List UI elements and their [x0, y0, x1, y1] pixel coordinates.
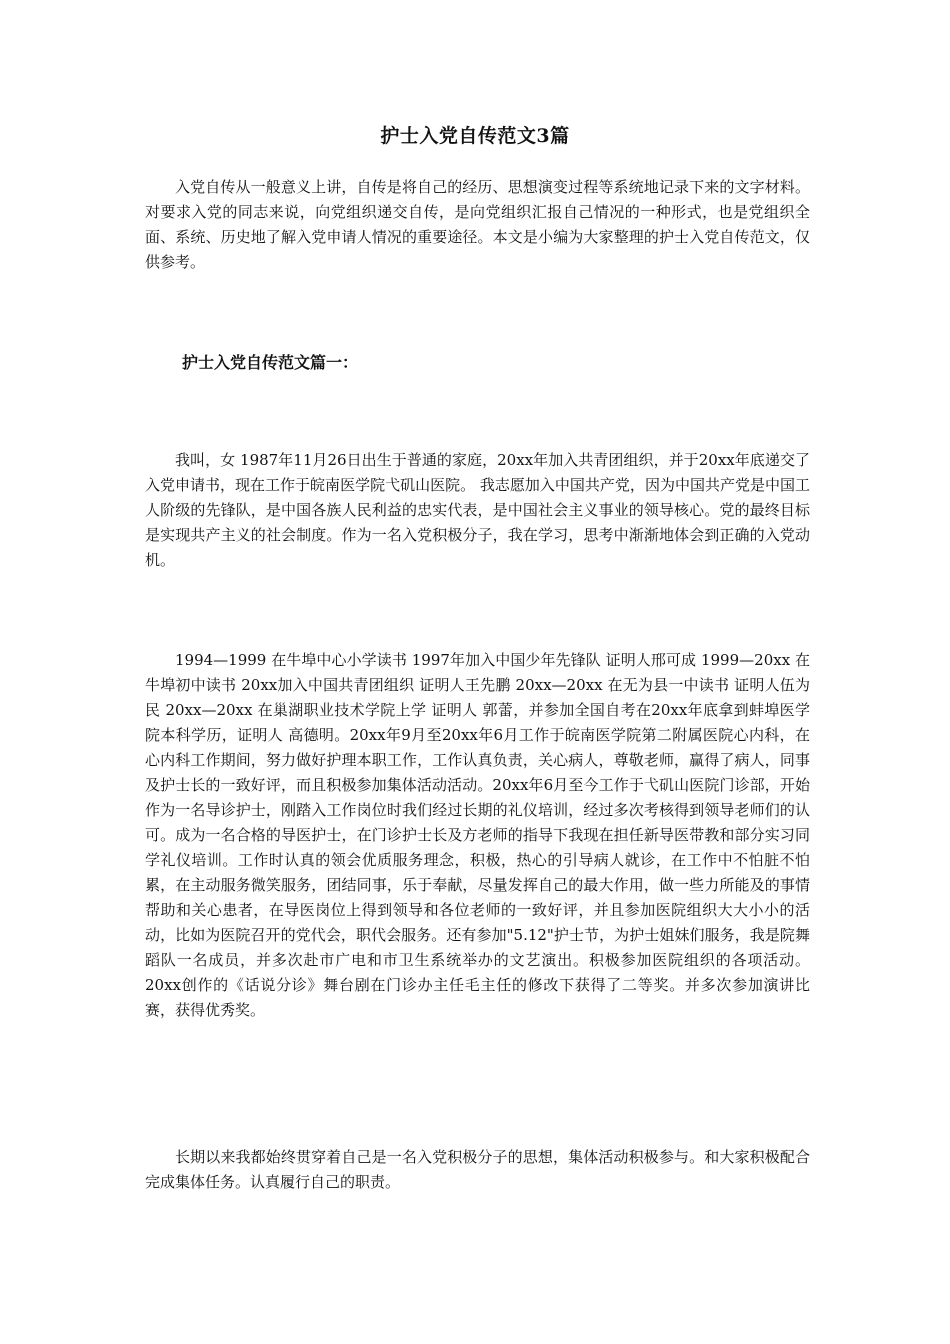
section-heading: 护士入党自传范文篇一： [182, 353, 359, 372]
body-paragraph-1: 我叫，女 1987年11月26日出生于普通的家庭，20xx年加入共青团组织，并于20xx年底递交了入党申请书，现在工作于皖南医学院弋矶山医院。 我志愿加入中国共产党，因为中国共产党是中国工人阶级的先锋队，是中国各族人民利益的忠实代表，是中国社会主义事业的领导核心。党的最终目标是实现共产主义的社会制度。作为一名入党积极分子，我在学习，思考中渐渐地体会到正确的入党动机。 [145, 451, 810, 569]
document-title: 护士入党自传范文3篇 [380, 125, 570, 147]
body-paragraph-3: 长期以来我都始终贯穿着自己是一名入党积极分子的思想，集体活动积极参与。和大家积极配合完成集体任务。认真履行自己的职责。 [145, 1148, 810, 1191]
body-paragraph-2: 1994—1999 在牛埠中心小学读书 1997年加入中国少年先锋队 证明人邢可成 1999—20xx 在牛埠初中读书 20xx加入中国共青团组织 证明人王先鹏 20xx—20xx 在无为县一中读书 证明人伍为民 20xx—20xx 在巢湖职业技术学院上学 证明人 郭蕾，并参加全国自考在20xx年底拿到蚌埠医学院本科学历，证明人 高德明。20xx年9月至20xx年6月工作于皖南医学院第二附属医院心内科，在心内科工作期间，努力做好护理本职工作，工作认真负责，关心病人，尊敬老师，赢得了病人，同事及护士长的一致好评，而且积极参加集体活动活动。20xx年6月至今工作于弋矶山医院门诊部，开始作为一名导诊护士，刚踏入工作岗位时我们经过长期的礼仪培训，经过多次考核得到领导老师们的认可。成为一名合格的导医护士，在门诊护士长及方老师的指导下我现在担任新导医带教和部分实习同学礼仪培训。工作时认真的领会优质服务理念，积极，热心的引导病人就诊，在工作中不怕脏不怕累，在主动服务微笑服务，团结同事，乐于奉献，尽量发挥自己的最大作用，做一些力所能及的事情帮助和关心患者，在导医岗位上得到领导和各位老师的一致好评，并且参加医院组织大大小小的活动，比如为医院召开的党代会，职代会服务。还有参加"5.12"护士节，为护士姐妹们服务，我是院舞蹈队一名成员，并多次赴市广电和市卫生系统举办的文艺演出。积极参加医院组织的各项活动。20xx创作的《话说分诊》舞台剧在门诊办主任毛主任的修改下获得了二等奖。并多次参加演讲比赛，获得优秀奖。 [145, 651, 810, 1019]
intro-paragraph: 入党自传从一般意义上讲，自传是将自己的经历、思想演变过程等系统地记录下来的文字材料。对要求入党的同志来说，向党组织递交自传，是向党组织汇报自己情况的一种形式，也是党组织全面、系统、历史地了解入党申请人情况的重要途径。本文是小编为大家整理的护士入党自传范文，仅供参考。 [145, 178, 810, 271]
